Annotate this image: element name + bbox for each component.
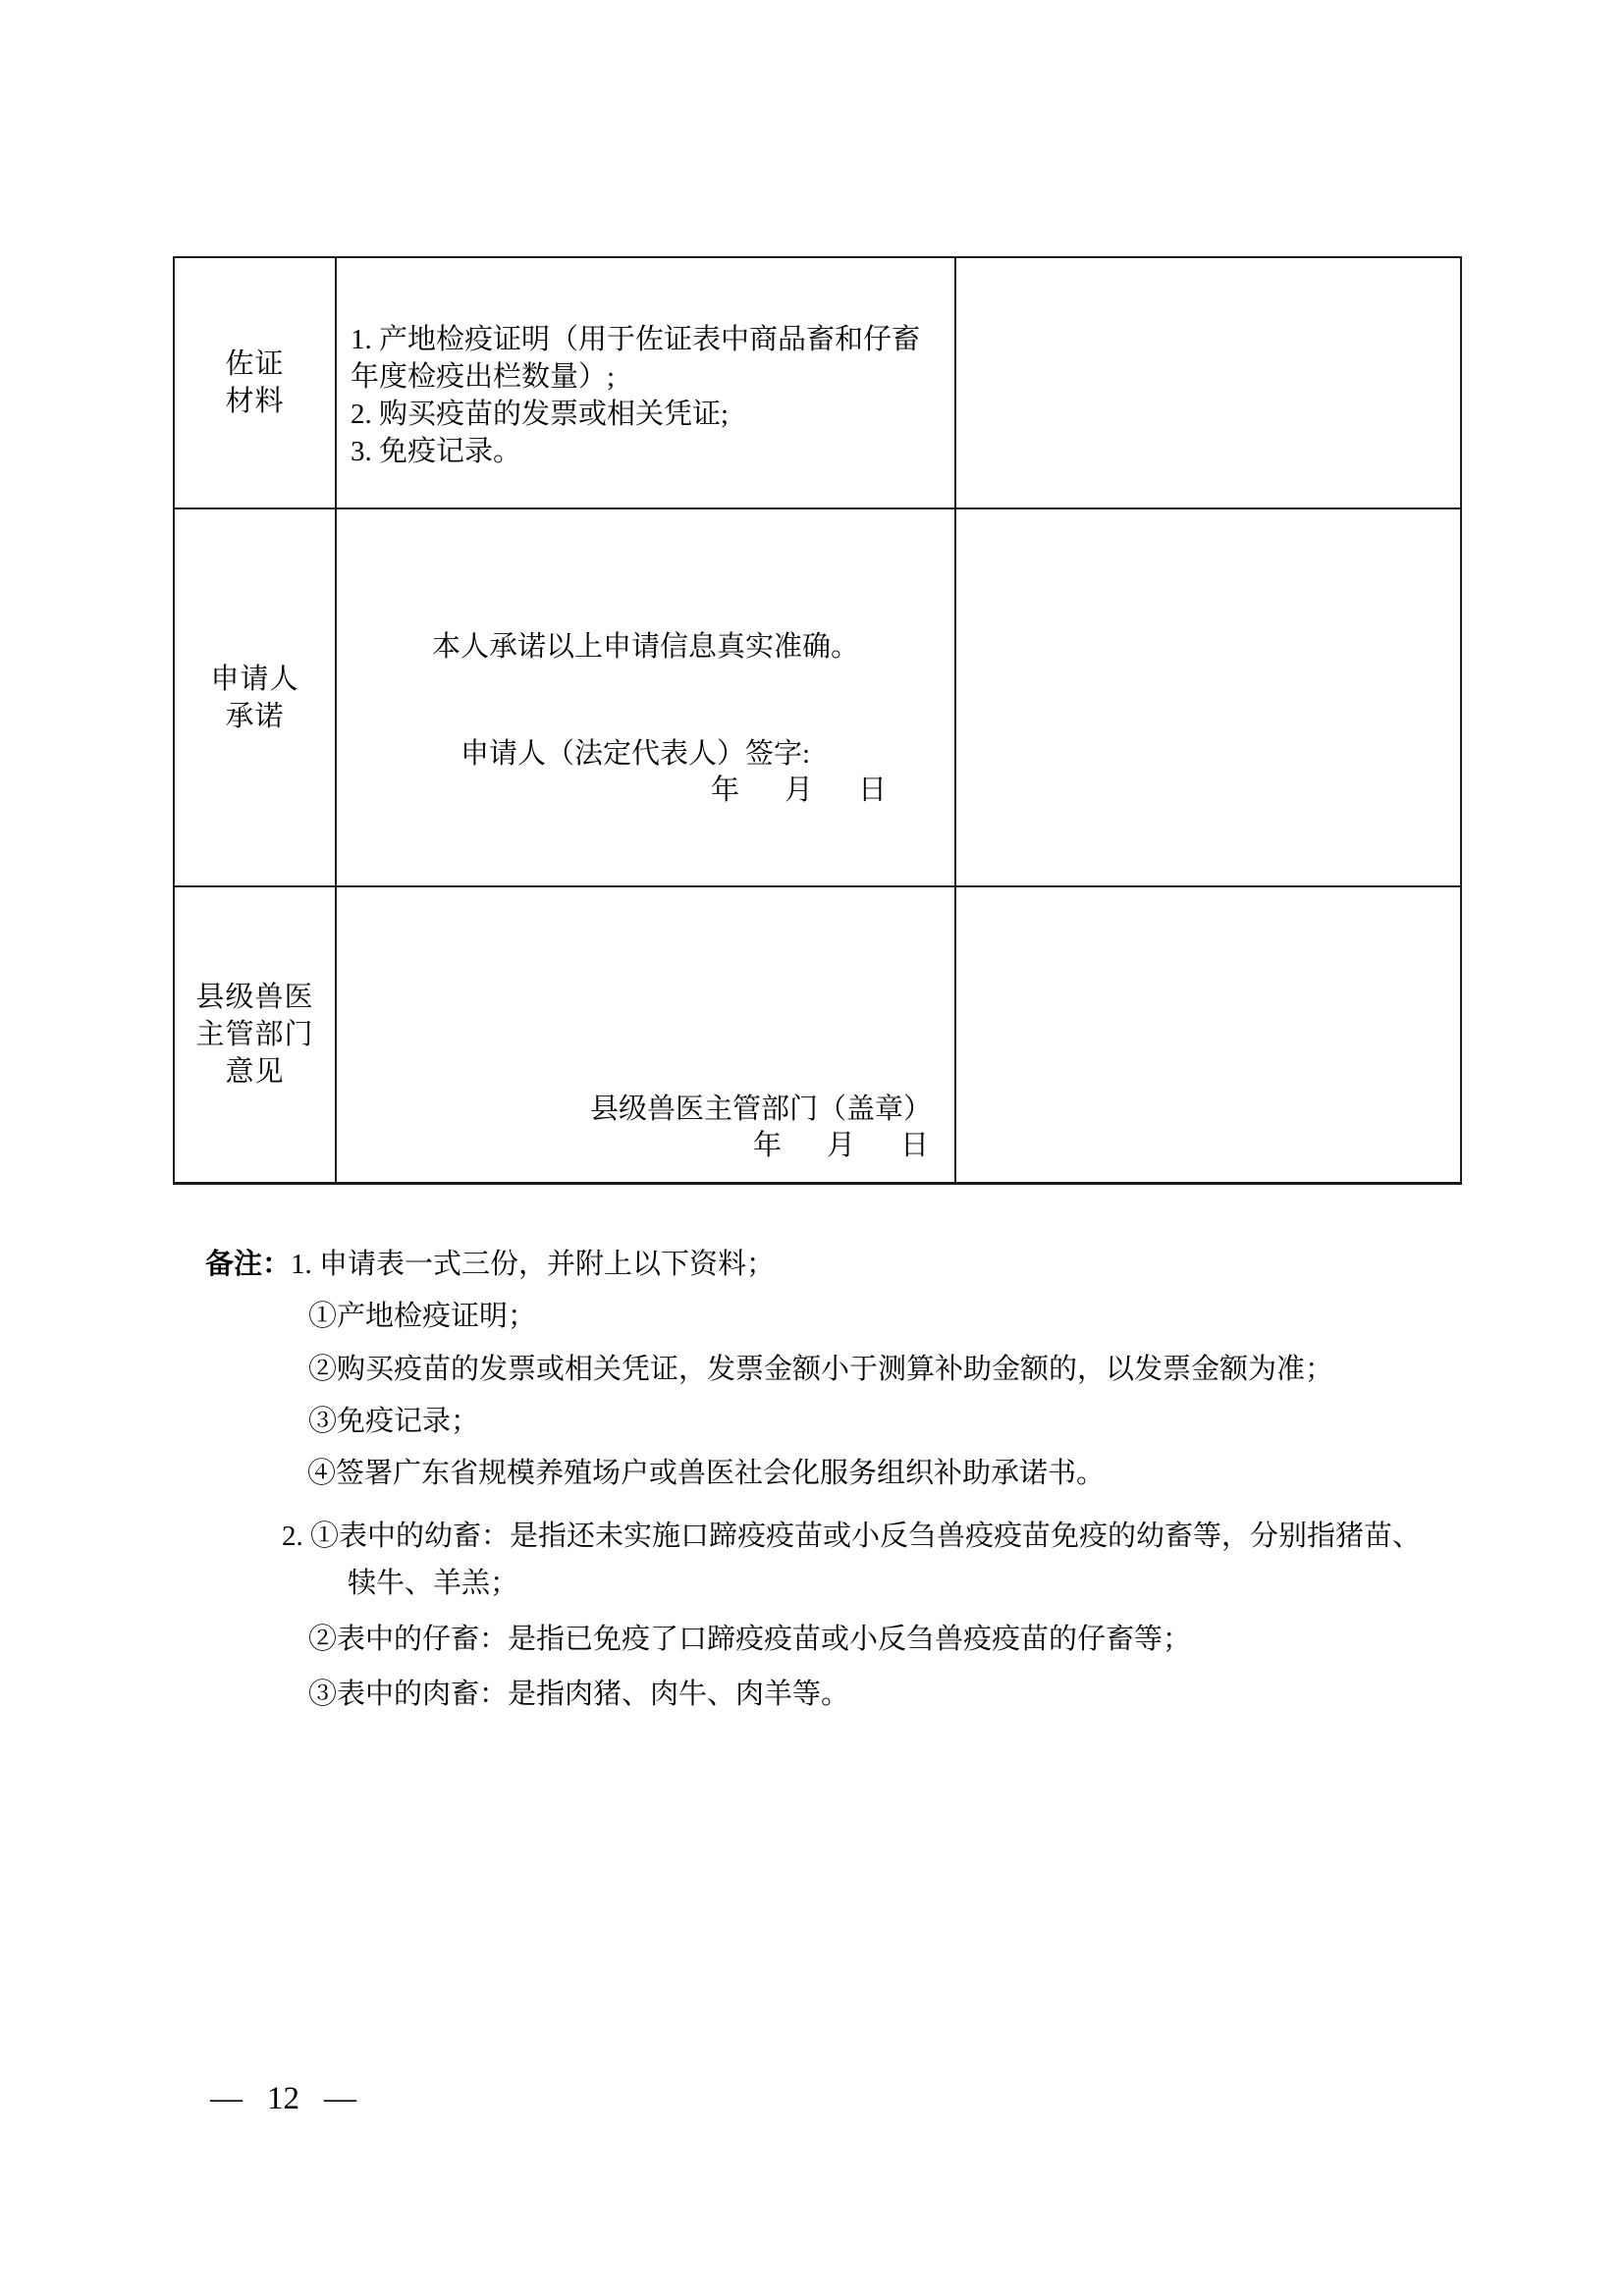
- notes-item-1-sub-2: ②购买疫苗的发票或相关凭证，发票金额小于测算补助金额的，以发票金额为准；: [308, 1354, 1334, 1385]
- content-line: 1. 产地检疫证明（用于佐证表中商品畜和仔畜: [351, 324, 921, 355]
- notes-item-1: [205, 1246, 775, 1283]
- county-authority-opinion-label-cell: [175, 887, 337, 1182]
- applicant-date-line: [711, 772, 887, 809]
- notes-item-2-sub-2: ②表中的仔畜：是指已免疫了口蹄疫疫苗或小反刍兽疫疫苗的仔畜等；: [308, 1624, 1192, 1655]
- page-number-right-dash: —: [324, 2081, 356, 2116]
- content-line: 年度检疫出栏数量）;: [351, 361, 616, 393]
- content-line: 3. 免疫记录。: [351, 436, 522, 467]
- applicant-commitment-label-cell: [175, 509, 337, 887]
- label-line: 县级兽医: [195, 982, 314, 1013]
- page-number: [210, 2079, 356, 2118]
- notes-item-1-text: 1. 申请表一式三份，并附上以下资料；: [291, 1249, 776, 1280]
- county-authority-opinion-content-cell: [337, 887, 956, 1182]
- page-number-left-dash: —: [210, 2081, 243, 2116]
- notes-item-2-line-2: 犊牛、羊羔；: [348, 1568, 519, 1599]
- notes-item-2-line-1: 2. ①表中的幼畜：是指还未实施口蹄疫疫苗或小反刍兽疫疫苗免疫的幼畜等，分别指猪苗、: [282, 1521, 1422, 1552]
- evidence-material-label-cell: [175, 258, 337, 509]
- date-year-label: 年: [711, 774, 740, 806]
- notes-item-1-sub-4: ④签署广东省规模养殖场户或兽医社会化服务组织补助承诺书。: [307, 1458, 1106, 1489]
- label-line: 承诺: [225, 700, 285, 732]
- notes-label: 备注：: [205, 1249, 292, 1280]
- date-month-label: 月: [826, 1130, 855, 1161]
- date-year-label: 年: [752, 1130, 782, 1161]
- notes-item-1-sub-3: ③免疫记录；: [308, 1406, 480, 1437]
- applicant-commitment-empty-cell: [956, 509, 1460, 887]
- content-line: 2. 购买疫苗的发票或相关凭证;: [351, 399, 730, 430]
- date-day-label: 日: [858, 774, 888, 806]
- date-day-label: 日: [899, 1130, 929, 1161]
- county-authority-seal-line: 县级兽医主管部门（盖章）: [589, 1094, 932, 1125]
- notes-item-1-sub-1: ①产地检疫证明；: [308, 1301, 537, 1332]
- commitment-statement: 本人承诺以上申请信息真实准确。: [431, 631, 859, 663]
- label-line: 佐证: [225, 348, 285, 380]
- applicant-commitment-content-cell: [337, 509, 956, 887]
- label-line: 意见: [225, 1056, 285, 1088]
- application-form-table: [173, 256, 1462, 1185]
- county-authority-opinion-empty-cell: [956, 887, 1460, 1182]
- county-authority-date-line: [753, 1127, 929, 1164]
- label-line: 主管部门: [195, 1019, 314, 1050]
- label-line: 材料: [225, 386, 285, 417]
- label-line: 申请人: [210, 663, 299, 695]
- page-number-value: 12: [267, 2081, 299, 2116]
- applicant-signature-line: 申请人（法定代表人）签字:: [460, 738, 811, 770]
- date-month-label: 月: [785, 774, 814, 806]
- notes-item-2-sub-3: ③表中的肉畜：是指肉猪、肉牛、肉羊等。: [308, 1679, 850, 1710]
- evidence-material-empty-cell: [956, 258, 1460, 509]
- evidence-material-content-cell: [337, 258, 956, 509]
